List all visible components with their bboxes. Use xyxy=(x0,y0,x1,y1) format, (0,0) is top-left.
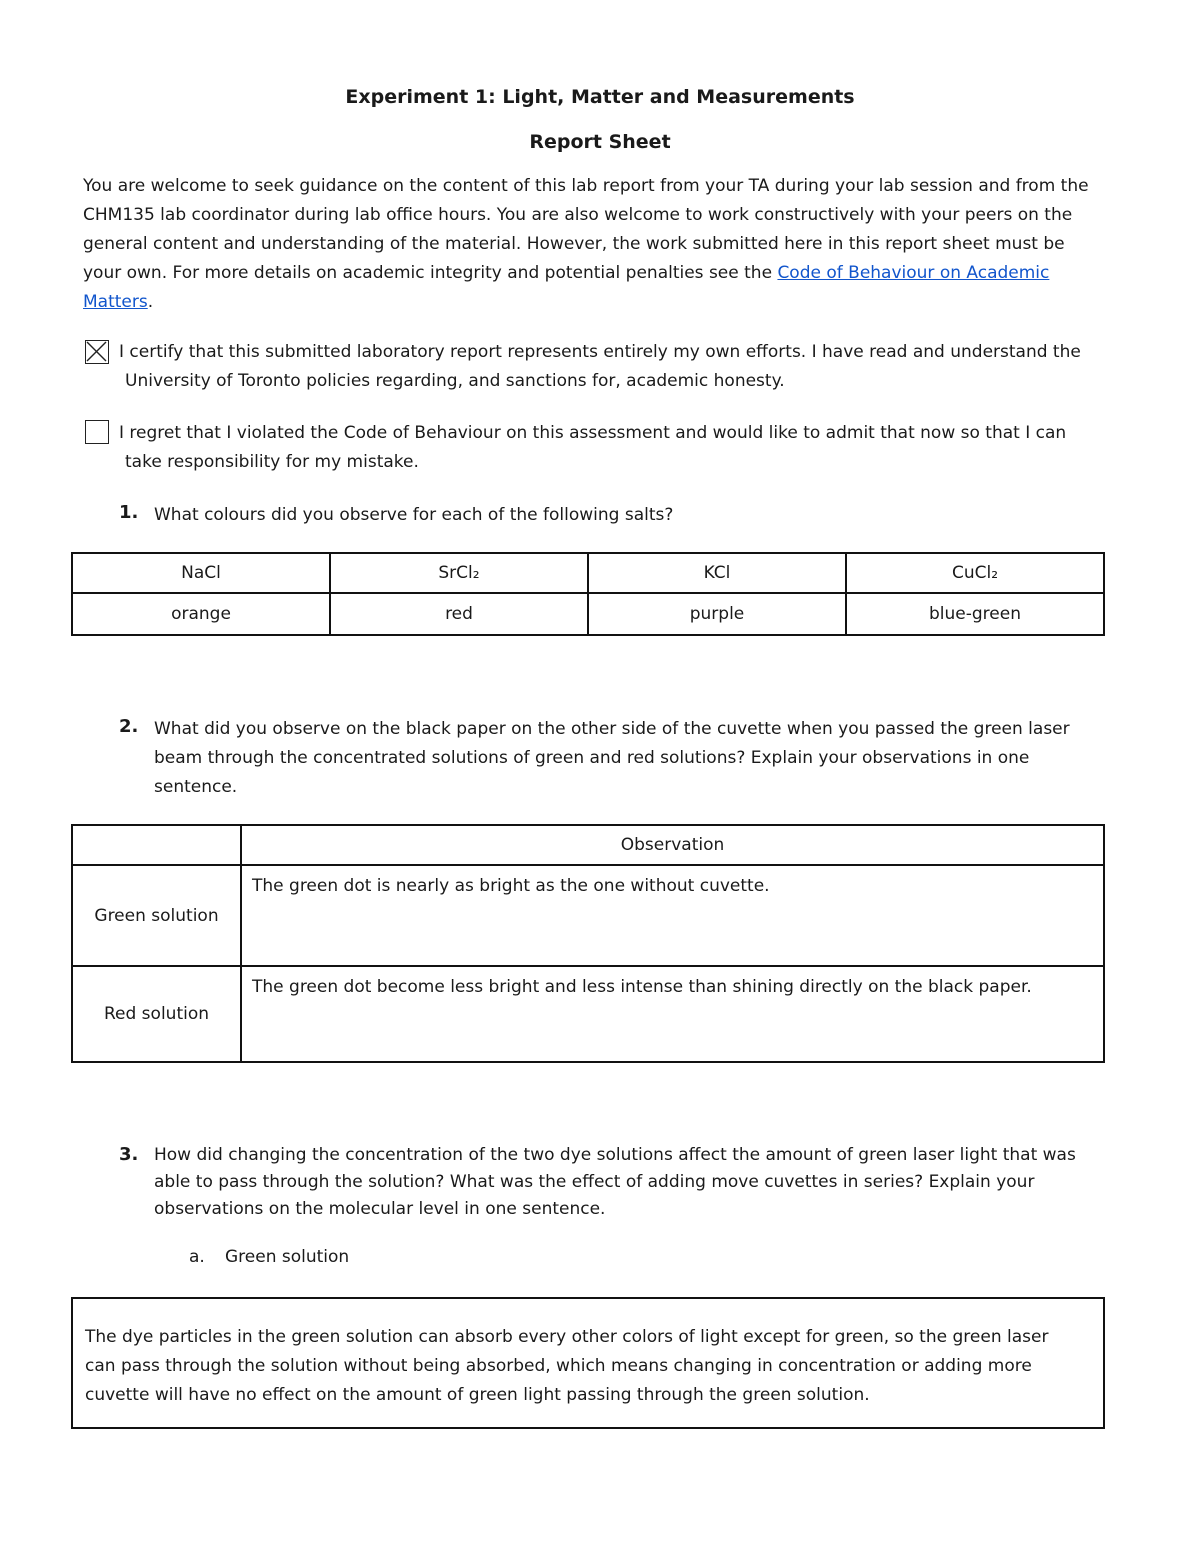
certify-checkbox[interactable] xyxy=(85,340,109,364)
q3-line: observations on the molecular level in one sentence. xyxy=(154,1199,606,1219)
q2-text xyxy=(154,715,1070,802)
q3-answer-box[interactable] xyxy=(71,1297,1105,1429)
regret-text-line2: take responsibility for my mistake. xyxy=(125,452,419,472)
row-label: Red solution xyxy=(72,966,241,1062)
certify-text-line1: I certify that this submitted laboratory report represents entirely my own efforts. I have read and understand the xyxy=(119,342,1081,362)
table-row xyxy=(72,966,1104,1062)
q2-line: sentence. xyxy=(154,777,238,797)
page-title: Experiment 1: Light, Matter and Measurements xyxy=(345,86,855,108)
observation-cell[interactable]: The green dot become less bright and less intense than shining directly on the black paper. xyxy=(241,966,1104,1062)
q3-line: able to pass through the solution? What was the effect of adding move cuvettes in series? Explain your xyxy=(154,1172,1035,1192)
regret-text-line1: I regret that I violated the Code of Behaviour on this assessment and would like to admit that now so that I can xyxy=(119,423,1067,443)
page-subtitle: Report Sheet xyxy=(529,131,671,153)
q2-line: What did you observe on the black paper on the other side of the cuvette when you passed the green laser xyxy=(154,719,1070,739)
intro-line: You are welcome to seek guidance on the content of this lab report from your TA during your lab session and from the xyxy=(83,176,1089,196)
q3-sub-letter: a. xyxy=(189,1247,205,1267)
q2-line: beam through the concentrated solutions of green and red solutions? Explain your observations in one xyxy=(154,748,1030,768)
table-row xyxy=(72,865,1104,966)
observation-header: Observation xyxy=(241,825,1104,865)
intro-line: CHM135 lab coordinator during lab office hours. You are also welcome to work constructively with your peers on the xyxy=(83,205,1073,225)
table-row xyxy=(72,593,1104,635)
q1-number: 1. xyxy=(119,502,139,523)
regret-checkbox[interactable] xyxy=(85,420,109,444)
salt-header: SrCl₂ xyxy=(330,553,588,593)
salt-header: CuCl₂ xyxy=(846,553,1104,593)
intro-line xyxy=(83,288,1123,317)
code-of-behaviour-link[interactable]: Code of Behaviour on Academic xyxy=(777,263,1050,283)
answer-line: The dye particles in the green solution can absorb every other colors of light except for green, so the green laser xyxy=(85,1327,1049,1347)
q3-sub-label: Green solution xyxy=(225,1247,350,1267)
q2-number: 2. xyxy=(119,716,139,737)
intro-line xyxy=(83,259,1123,288)
salt-header: NaCl xyxy=(72,553,330,593)
intro-line-text: your own. For more details on academic integrity and potential penalties see the xyxy=(83,263,778,283)
q3-line: How did changing the concentration of the two dye solutions affect the amount of green laser light that was xyxy=(154,1145,1076,1165)
certify-text-line2: University of Toronto policies regarding, and sanctions for, academic honesty. xyxy=(125,371,785,391)
intro-line: general content and understanding of the material. However, the work submitted here in this report sheet must be xyxy=(83,234,1065,254)
checkmark-x-icon xyxy=(86,341,107,362)
intro-end-punct: . xyxy=(147,292,154,312)
colour-cell[interactable]: purple xyxy=(588,593,846,635)
q1-text: What colours did you observe for each of the following salts? xyxy=(154,505,674,525)
answer-line: can pass through the solution without being absorbed, which means changing in concentration or adding more xyxy=(85,1356,1032,1376)
answer-line: cuvette will have no effect on the amount of green light passing through the green solution. xyxy=(85,1385,870,1405)
salt-header: KCl xyxy=(588,553,846,593)
q3-text xyxy=(154,1142,1076,1223)
intro-paragraph xyxy=(83,172,1123,317)
colour-cell[interactable]: red xyxy=(330,593,588,635)
empty-header-cell xyxy=(72,825,241,865)
table-header-row xyxy=(72,553,1104,593)
code-of-behaviour-link-cont[interactable]: Matters xyxy=(83,292,148,312)
colour-cell[interactable]: blue-green xyxy=(846,593,1104,635)
q1-salt-colour-table xyxy=(71,552,1105,636)
q2-observation-table xyxy=(71,824,1105,1063)
observation-cell[interactable]: The green dot is nearly as bright as the one without cuvette. xyxy=(241,865,1104,966)
q3-answer-text xyxy=(85,1323,1095,1410)
row-label: Green solution xyxy=(72,865,241,966)
colour-cell[interactable]: orange xyxy=(72,593,330,635)
q3-number: 3. xyxy=(119,1144,139,1165)
table-header-row xyxy=(72,825,1104,865)
